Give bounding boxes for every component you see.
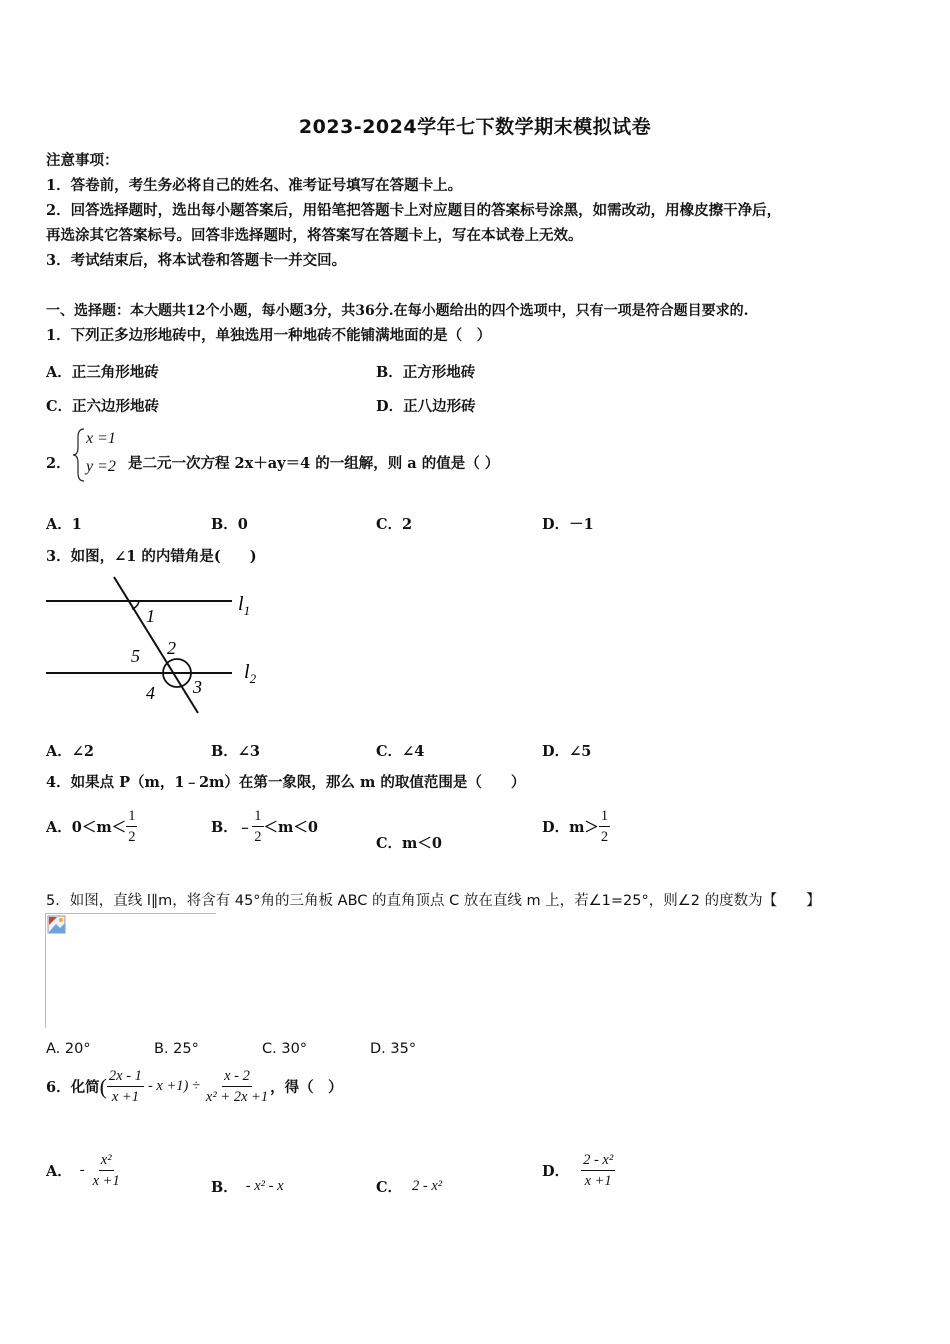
q6-option-a-label: A． [46,1163,72,1180]
angle-label-1: 1 [146,606,155,626]
q4-option-d [542,806,610,847]
q5-option-a: A. 20° [46,1041,91,1057]
q2-number: 2． [46,455,71,472]
q3-option-a: A．∠2 [46,743,94,760]
q6-option-d-label: D． [542,1163,570,1180]
angle-label-2: 2 [167,638,176,658]
q5-option-c: C. 30° [262,1041,308,1057]
q3-stem: 3．如图，∠1 的内错角是( ) [46,548,257,565]
q3-option-d: D．∠5 [542,743,592,760]
q1-option-d: D．正八边形砖 [376,398,476,415]
q6-option-b [211,1176,284,1197]
q6-option-a-fraction: $\frac{\text{x²}}{x +1}$ [92,1152,120,1189]
q1-option-c: C．正六边形地砖 [46,398,160,415]
q5-figure-placeholder [45,913,216,1028]
q5-option-b: B. 25° [154,1041,199,1057]
angle-label-4: 4 [146,683,155,703]
notice-item-3: 3．考试结束后，将本试卷和答题卡一并交回。 [46,252,347,269]
q2-option-a: A．1 [46,516,82,533]
transversal [114,577,198,713]
q2-system-eq2: y =2 [86,458,116,475]
q4-option-a [46,806,137,847]
q4-option-a-label: A．0＜m＜ [46,819,127,836]
q4-option-b-label: B．﹣ [211,819,253,836]
q6-stem [46,1066,343,1107]
q6-option-c [376,1176,442,1197]
q6-fraction-1: $\frac{2x - 1}{x +1}$ [108,1068,142,1105]
q6-option-a [46,1150,122,1191]
q2-option-c: C．2 [376,516,413,533]
q2-stem: 是二元一次方程 2x＋ay＝4 的一组解，则 a 的值是（ ） [128,455,500,472]
q6-option-b-expr: - x² - x [245,1178,284,1194]
q6-option-c-label: C． [376,1179,403,1196]
q6-tail: ，得（ ） [270,1079,343,1096]
q2-option-d: D．－1 [542,516,594,533]
section-heading: 一、选择题：本大题共12个小题，每小题3分，共36分.在每小题给出的四个选项中，只有一项是符合题目要求的. [46,303,749,319]
label-l1: $l_1$ [238,593,251,618]
q1-stem: 1．下列正多边形地砖中，单独选用一种地砖不能铺满地面的是（ ） [46,327,492,344]
q6-label: 6．化简 [46,1079,100,1096]
q5-option-d: D. 35° [370,1041,417,1057]
q4-option-d-label: D．m＞ [542,819,599,836]
angle-label-3: 3 [193,677,202,697]
q6-option-d [542,1150,615,1191]
q1-option-a: A．正三角形地砖 [46,364,159,381]
broken-image-icon [47,915,67,935]
q5-stem: 5．如图，直线 l∥m，将含有 45°角的三角板 ABC 的直角顶点 C 放在直线 m 上，若∠1=25°，则∠2 的度数为【 】 [46,893,821,909]
q6-option-b-label: B． [211,1179,238,1196]
notice-item-2-cont: 再选涂其它答案标号。回答非选择题时，将答案写在答题卡上，写在本试卷上无效。 [46,227,583,244]
q6-fraction-2: $\frac{x - 2}{\text{x² + 2x +1}}$ [205,1068,269,1105]
label-l2: $l_2$ [244,661,257,686]
q6-option-c-expr: 2 - x² [412,1178,443,1194]
q3-option-b: B．∠3 [211,743,260,760]
q2-option-b: B．0 [211,516,248,533]
q4-option-d-fraction: $\frac{1}{2}$ [600,808,609,845]
notice-item-1: 1．答卷前，考生务必将自己的姓名、准考证号填写在答题卡上。 [46,177,463,194]
angle-label-5: 5 [131,646,140,666]
q4-option-a-fraction: $\frac{1}{2}$ [128,808,136,845]
q4-stem: 4．如果点 P（m，1﹣2m）在第一象限，那么 m 的取值范围是（ ） [46,774,526,791]
q3-figure [40,574,280,722]
q6-middle: - x +1) ÷ [147,1078,200,1094]
page-title: 2023-2024学年七下数学期末模拟试卷 [298,116,652,138]
q6-option-a-sign: - [79,1162,85,1178]
q4-option-c: C．m＜0 [376,835,442,852]
q3-option-c: C．∠4 [376,743,425,760]
notice-heading: 注意事项： [46,152,119,169]
q6-paren-open: ( [99,1073,107,1099]
q4-option-b-fraction: $\frac{1}{2}$ [254,808,262,845]
notice-item-2: 2．回答选择题时，选出每小题答案后，用铅笔把答题卡上对应题目的答案标号涂黑，如需改动，用橡皮擦干净后， [46,202,782,219]
q4-option-b [211,806,318,847]
q1-option-b: B．正方形地砖 [376,364,476,381]
q2-system-eq1: x =1 [86,430,116,447]
q6-option-d-fraction: $\frac{\text{2 - x²}}{x +1}$ [583,1152,614,1189]
q4-option-b-tail: ＜m＜0 [263,819,318,836]
